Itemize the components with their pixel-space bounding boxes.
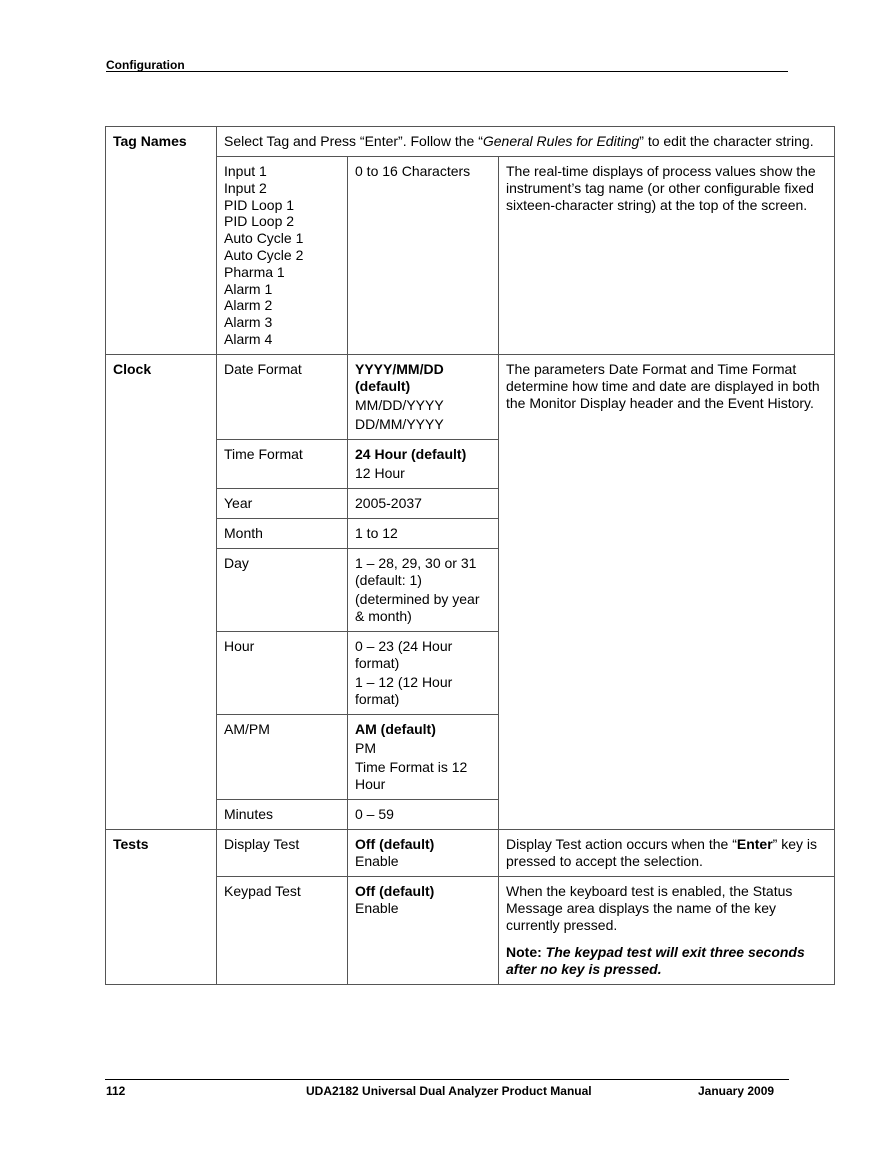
note-label: Note:	[506, 943, 542, 960]
hour-values	[348, 631, 499, 714]
display-test-name: Display Test	[217, 829, 348, 876]
month-name: Month	[217, 518, 348, 548]
ampm-options	[348, 714, 499, 799]
page-number: 112	[106, 1084, 126, 1098]
display-test-option: Enable	[355, 852, 399, 869]
day-value: (determined by year & month)	[355, 590, 480, 624]
day-name: Day	[217, 548, 348, 631]
tag-item: Alarm 1	[224, 280, 273, 297]
minutes-name: Minutes	[217, 799, 348, 829]
tag-names-intro-em: General Rules for Editing	[482, 133, 640, 149]
year-value: 2005-2037	[348, 488, 499, 518]
time-format-option: 12 Hour	[355, 464, 405, 481]
keypad-test-default: Off (default)	[355, 882, 435, 899]
tag-names-intro-row	[106, 127, 835, 157]
date-format-name: Date Format	[217, 354, 348, 439]
keypad-test-option: Enable	[355, 899, 399, 916]
ampm-default: AM (default)	[355, 720, 436, 737]
display-test-desc-b: ” key is pressed to accept the selection.	[506, 835, 817, 869]
tag-item: PID Loop 1	[224, 196, 295, 213]
tests-label: Tests	[106, 829, 217, 984]
note-text: The keypad test will exit three seconds after no key is pressed.	[506, 943, 805, 977]
keypad-test-description: When the keyboard test is enabled, the Status Message area displays the name of the key currently pressed.	[506, 882, 793, 933]
display-test-desc-key: Enter	[736, 835, 773, 852]
manual-title: UDA2182 Universal Dual Analyzer Product Manual	[306, 1084, 592, 1098]
tag-item: Alarm 4	[224, 330, 273, 347]
day-value: 1 – 28, 29, 30 or 31 (default: 1)	[355, 554, 477, 588]
tag-item: Input 2	[224, 179, 267, 196]
keypad-test-note	[506, 944, 827, 978]
tag-item: Alarm 3	[224, 314, 273, 331]
tag-names-intro-a: Select Tag and Press “Enter”. Follow the “	[224, 133, 483, 149]
tag-item: Alarm 2	[224, 297, 273, 314]
ampm-option: PM	[355, 739, 376, 756]
tag-item: Auto Cycle 1	[224, 230, 304, 247]
clock-label: Clock	[106, 354, 217, 829]
date-format-option: DD/MM/YYYY	[355, 415, 444, 432]
keypad-test-options	[348, 876, 499, 984]
time-format-default: 24 Hour (default)	[355, 445, 467, 462]
hour-name: Hour	[217, 631, 348, 714]
tag-names-description: The real-time displays of process values show the instrument’s tag name (or other configurable fixed sixteen-character string) at the top of the screen.	[499, 157, 835, 355]
display-test-default: Off (default)	[355, 835, 435, 852]
tag-item: PID Loop 2	[224, 213, 295, 230]
tests-display-row	[106, 829, 835, 876]
time-format-name: Time Format	[217, 439, 348, 488]
publication-date: January 2009	[698, 1084, 775, 1098]
time-format-options	[348, 439, 499, 488]
clock-description: The parameters Date Format and Time Format determine how time and date are displayed in both the Monitor Display header and the Event History.	[499, 354, 835, 829]
header-rule	[106, 71, 788, 72]
keypad-test-description-cell	[499, 876, 835, 984]
ampm-option: Time Format is 12 Hour	[355, 758, 468, 792]
month-value: 1 to 12	[348, 518, 499, 548]
tag-names-range: 0 to 16 Characters	[348, 157, 499, 355]
day-values	[348, 548, 499, 631]
hour-value: 1 – 12 (12 Hour format)	[355, 673, 453, 707]
tag-names-intro-b: ” to edit the character string.	[639, 133, 814, 149]
tag-item: Auto Cycle 2	[224, 246, 304, 263]
date-format-default: YYYY/MM/DD (default)	[355, 360, 444, 394]
clock-date-format-row	[106, 354, 835, 439]
hour-value: 0 – 23 (24 Hour format)	[355, 637, 453, 671]
tag-names-list	[217, 157, 348, 355]
display-test-description	[499, 829, 835, 876]
date-format-options	[348, 354, 499, 439]
date-format-option: MM/DD/YYYY	[355, 396, 444, 413]
header-title: Configuration	[106, 58, 185, 72]
tag-item: Pharma 1	[224, 263, 285, 280]
display-test-desc-a: Display Test action occurs when the “	[506, 835, 737, 852]
tag-names-intro	[217, 127, 835, 157]
config-table	[105, 126, 835, 985]
footer-rule	[105, 1079, 789, 1080]
minutes-value: 0 – 59	[348, 799, 499, 829]
display-test-options	[348, 829, 499, 876]
keypad-test-name: Keypad Test	[217, 876, 348, 984]
tag-item: Input 1	[224, 163, 267, 179]
ampm-name: AM/PM	[217, 714, 348, 799]
tag-names-label: Tag Names	[106, 127, 217, 355]
year-name: Year	[217, 488, 348, 518]
